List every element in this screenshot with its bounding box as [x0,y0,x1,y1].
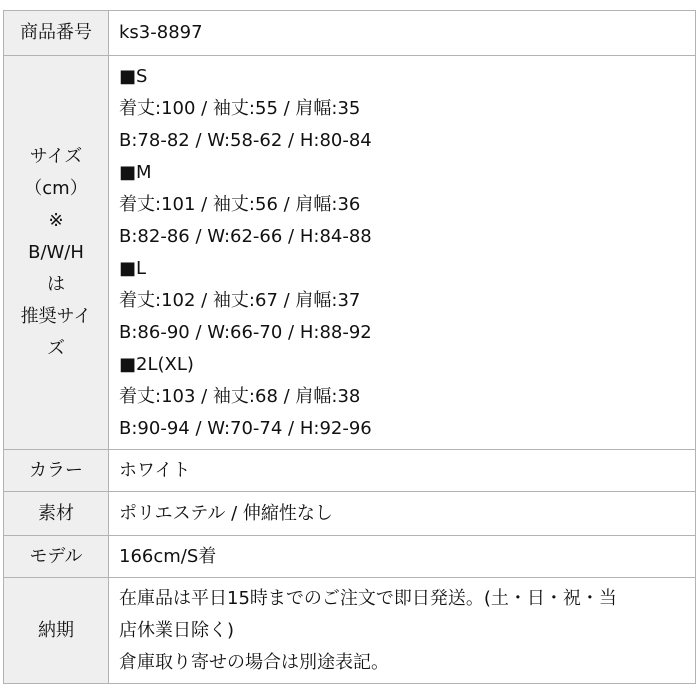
color-value: ホワイト [109,450,696,492]
material-value: ポリエステル / 伸縮性なし [109,492,696,536]
color-label: カラー [4,450,109,492]
size-label-line: 推奨サイ [20,305,92,327]
size-2l-lengths: 着丈:103 / 袖丈:68 / 肩幅:38 [119,385,361,407]
model-value: 166cm/S着 [109,536,696,578]
size-s-lengths: 着丈:100 / 袖丈:55 / 肩幅:35 [119,97,361,119]
row-delivery [4,578,696,684]
row-product-code [4,11,696,56]
model-label: モデル [4,536,109,578]
size-label-line: B/W/H [28,241,84,263]
delivery-line: 倉庫取り寄せの場合は別途表記。 [119,651,389,673]
material-label: 素材 [4,492,109,536]
row-material [4,492,696,536]
size-2l-bwh: B:90-94 / W:70-74 / H:92-96 [119,417,372,439]
size-label-line: ※ [48,209,64,231]
delivery-line: 店休業日除く) [119,619,235,641]
row-size [4,56,696,450]
row-model [4,536,696,578]
product-code-label: 商品番号 [4,11,109,56]
size-heading-2l: ■2L(XL) [119,353,194,375]
product-spec-table [3,10,696,684]
size-heading-m: ■M [119,161,152,183]
size-label-line: （cm） [24,177,88,199]
size-label-line: は [47,273,65,295]
size-label-line: ズ [47,337,65,359]
delivery-label: 納期 [4,578,109,684]
size-label-line: サイズ [29,145,83,167]
size-heading-s: ■S [119,65,148,87]
size-value [109,56,696,450]
delivery-value [109,578,696,684]
row-color [4,450,696,492]
size-m-bwh: B:82-86 / W:62-66 / H:84-88 [119,225,372,247]
size-l-lengths: 着丈:102 / 袖丈:67 / 肩幅:37 [119,289,361,311]
size-label [4,56,109,450]
size-m-lengths: 着丈:101 / 袖丈:56 / 肩幅:36 [119,193,361,215]
size-l-bwh: B:86-90 / W:66-70 / H:88-92 [119,321,372,343]
product-code-value: ks3-8897 [109,11,696,56]
size-heading-l: ■L [119,257,147,279]
delivery-line: 在庫品は平日15時までのご注文で即日発送。(土・日・祝・当 [119,587,617,609]
size-s-bwh: B:78-82 / W:58-62 / H:80-84 [119,129,372,151]
